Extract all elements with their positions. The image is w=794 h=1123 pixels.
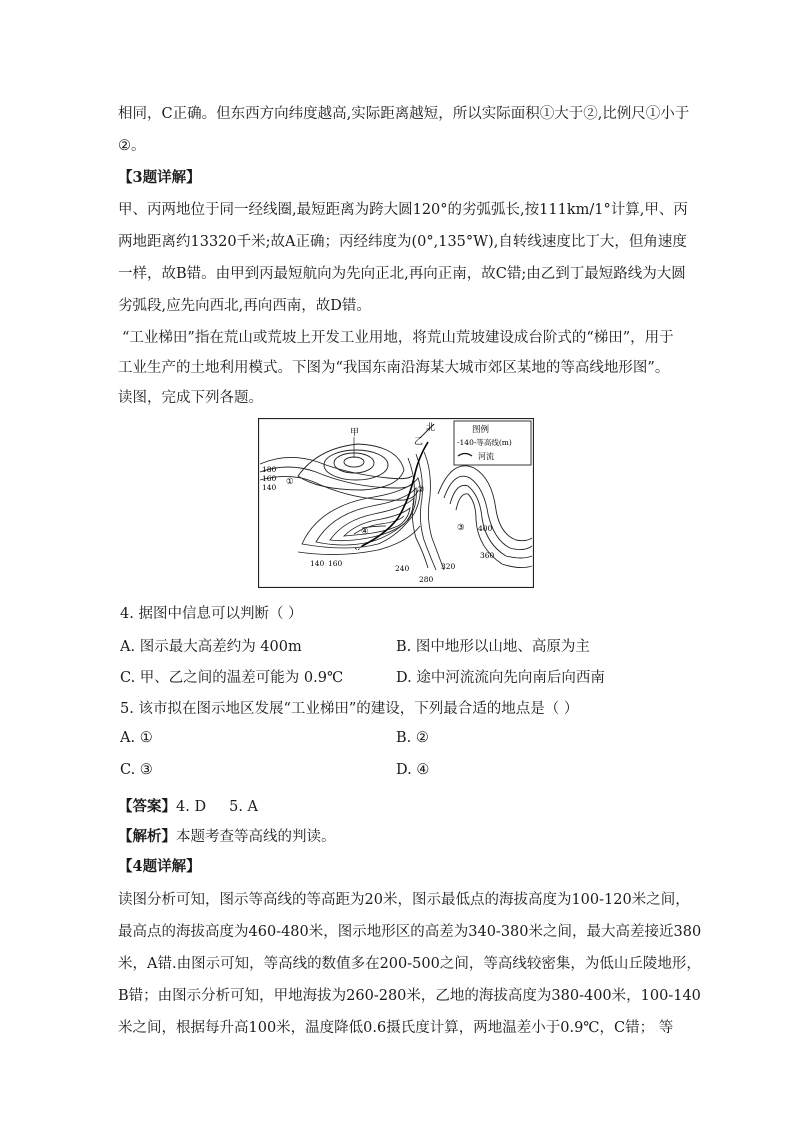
answer-text: 4. D 5. A bbox=[176, 799, 259, 815]
point-3: ③ bbox=[457, 523, 465, 533]
q5-option-a: A. ① bbox=[120, 730, 153, 746]
point-2: ② bbox=[417, 485, 425, 495]
text-line-8: “工业梯田”指在荒山或荒坡上开发工业用地，将荒山荒坡建设成台阶式的“梯田”，用于 bbox=[122, 330, 674, 346]
text-line-4: 甲、丙两地位于同一经线圈,最短距离为跨大圆120°的劣弧弧长,按111km/1°计算,甲、丙 bbox=[118, 202, 688, 218]
q4-detail-line-2: 最高点的海拔高度为460-480米，图示地形区的高差为340-380米之间，最大高差接近380 bbox=[118, 924, 702, 940]
label-b280: 280 bbox=[419, 575, 434, 584]
q5-option-d: D. ④ bbox=[396, 762, 430, 778]
label-360: 360 bbox=[480, 551, 495, 560]
q4-option-d: D. 途中河流流向先向南后向西南 bbox=[396, 670, 605, 686]
section-heading-q4: 【4题详解】 bbox=[118, 858, 201, 875]
point-1: ① bbox=[286, 477, 294, 487]
q4-option-a: A. 图示最大高差约为 400m bbox=[120, 639, 302, 655]
q4-detail-line-1: 读图分析可知，图示等高线的等高距为20米，图示最低点的海拔高度为100-120米之间， bbox=[118, 892, 690, 908]
text-line-10: 读图，完成下列各题。 bbox=[118, 390, 263, 406]
question-4-stem: 4. 据图中信息可以判断（ ） bbox=[120, 606, 303, 622]
label-b240: 240 bbox=[395, 564, 410, 573]
point-4: ④ bbox=[361, 527, 369, 537]
text-line-6: 一样，故B错。由甲到丙最短航向为先向正北,再向正南，故C错;由乙到丁最短路线为大圆 bbox=[118, 266, 686, 282]
text-line-5: 两地距离约13320千米;故A正确；丙经纬度为(0°,135°W),自转线速度比丁大，但角速度 bbox=[118, 234, 687, 250]
analysis-line bbox=[118, 825, 336, 846]
yi-label: 乙 bbox=[414, 437, 424, 447]
contour-map-figure bbox=[258, 418, 534, 588]
label-b320: 320 bbox=[441, 562, 456, 571]
analysis-text: 本题考查等高线的判读。 bbox=[176, 829, 336, 845]
section-heading-q3: 【3题详解】 bbox=[118, 169, 201, 186]
legend-contour: -140-等高线(m) bbox=[457, 438, 512, 447]
legend-title: 图例 bbox=[472, 425, 490, 435]
q5-option-b: B. ② bbox=[396, 730, 429, 746]
q4-detail-line-5: 米之间，根据每升高100米，温度降低0.6摄氏度计算，两地温差小于0.9℃，C错； 等 bbox=[118, 1020, 674, 1036]
q4-option-c: C. 甲、乙之间的温差可能为 0.9℃ bbox=[120, 670, 344, 686]
q5-option-c: C. ③ bbox=[120, 762, 153, 778]
q4-option-b: B. 图中地形以山地、高原为主 bbox=[396, 639, 590, 655]
legend-river: 河流 bbox=[478, 452, 494, 461]
text-line-7: 劣弧段,应先向西北,再向西南，故D错。 bbox=[118, 298, 371, 314]
text-line-1: 相同，C正确。但东西方向纬度越高,实际距离越短，所以实际面积①大于②,比例尺①小于 bbox=[118, 106, 690, 122]
q4-detail-line-3: 米，A错.由图示可知，等高线的数值多在200-500之间，等高线较密集，为低山丘陵地形， bbox=[118, 956, 701, 972]
q4-detail-line-4: B错；由图示分析可知，甲地海拔为260-280米，乙地的海拔高度为380-400米，100-140 bbox=[118, 988, 701, 1004]
text-line-9: 工业生产的土地利用模式。下图为“我国东南沿海某大城市郊区某地的等高线地形图”。 bbox=[118, 360, 670, 376]
north-label: 北 bbox=[426, 423, 436, 433]
label-140: 140 bbox=[262, 483, 277, 492]
answer-line bbox=[118, 795, 258, 816]
label-400: 400 bbox=[478, 524, 493, 533]
question-5-stem: 5. 该市拟在图示地区发展“工业梯田”的建设，下列最合适的地点是（ ） bbox=[120, 701, 579, 717]
text-line-2: ②。 bbox=[118, 138, 146, 154]
jia-label: 甲 bbox=[350, 428, 360, 438]
label-b140: 140 bbox=[310, 559, 325, 568]
label-160: 160 bbox=[262, 474, 277, 483]
answer-tag: 【答案】 bbox=[118, 798, 176, 815]
contour-map bbox=[258, 418, 534, 588]
analysis-tag: 【解析】 bbox=[118, 828, 176, 845]
label-180: 180 bbox=[262, 465, 277, 474]
label-b160: 160 bbox=[328, 559, 343, 568]
